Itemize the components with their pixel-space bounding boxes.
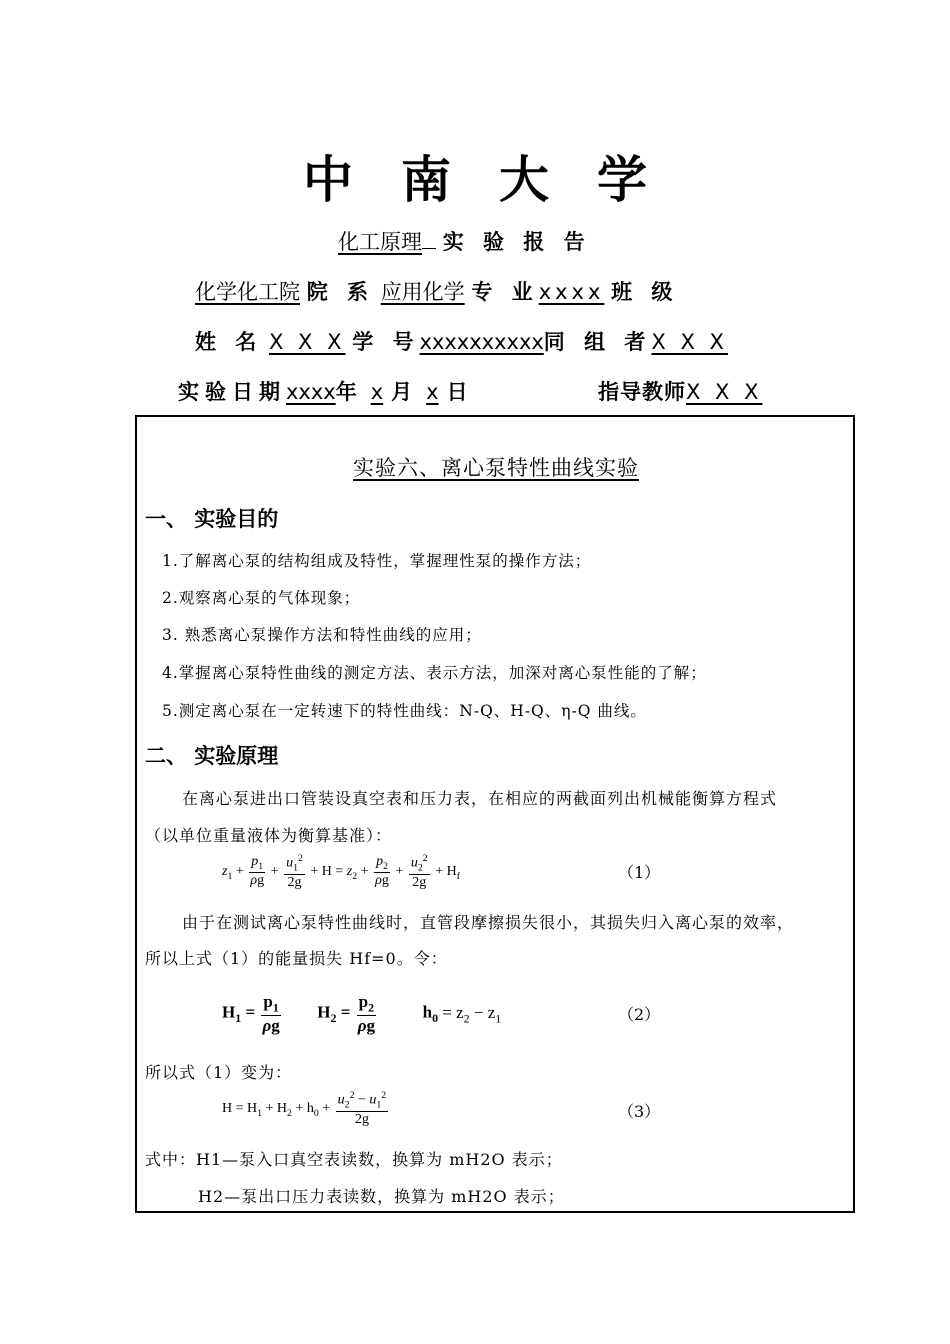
objective-item-3: 3. 熟悉离心泵操作方法和特性曲线的应用； [162,626,482,644]
where-line-2: H2—泵出口压力表读数，换算为 mH2O 表示； [198,1187,565,1206]
report-label: 实 验 报 告 [442,230,591,254]
objective-item-1: 1.了解离心泵的结构组成及特性，掌握理性泵的操作方法； [162,552,592,570]
section1-heading: 一、 实验目的 [145,507,279,531]
class-value: xxxx [538,280,605,304]
student-id-value: xxxxxxxxxx [419,330,544,354]
objective-item-5: 5.测定离心泵在一定转速下的特性曲线：N-Q、H-Q、η-Q 曲线。 [162,702,647,720]
course-line [338,226,591,256]
group-value: X X X [651,330,728,354]
student-line [195,326,728,356]
objective-item-2: 2.观察离心泵的气体现象； [162,589,361,607]
teacher-value: X X X [686,380,763,404]
principle-para1-line1: 在离心泵进出口管装设真空表和压力表，在相应的两截面列出机械能衡算方程式 [182,789,778,808]
teacher-line [598,376,763,406]
equation-3-number: （3） [618,1102,661,1121]
name-value: X X X [269,330,346,354]
group-label: 同 组 者 [543,330,652,354]
student-id-label: 学 号 [352,330,420,354]
major-label: 专 业 [471,280,539,304]
equation-1: $z_1$ + $\frac{p_1}{\rho g}$ + $\frac{u_1^2}{2g}$ + $H = z_2$ + $\frac{p_2}{\rho g}$ + $\frac{u_2^2}{2g}$ + $H_f$ [222,853,460,890]
where-line-1: 式中：H1—泵入口真空表读数，换算为 mH2O 表示； [145,1150,563,1169]
university-title: 中南大学 [303,151,695,209]
year-label: 年 [335,380,363,404]
equation-2: $H_1$ = $\frac{p_1}{\rho g}$ $H_2$ = $\frac{p_2}{\rho g}$ $h_0 = z_2 - z_1$ [222,992,502,1036]
course-name: 化工原理 [338,230,422,254]
date-line [178,376,474,406]
equation-1-number: （1） [618,863,661,882]
report-title: 实验六、离心泵特性曲线实验 [353,456,639,480]
objective-item-4: 4.掌握离心泵特性曲线的测定方法、表示方法，加深对离心泵性能的了解； [162,664,707,682]
name-label: 姓 名 [195,330,263,354]
year-value: xxxx [286,380,336,404]
equation-3: $H = H_1 + H_2 + h_0$ + $\frac{u_2^2 - u_1^2}{2g}$ [222,1090,387,1127]
class-label: 班 级 [611,280,679,304]
month-value: x [370,380,384,404]
date-label: 实验日期 [178,380,286,404]
day-label: 日 [446,380,474,404]
month-label: 月 [391,380,419,404]
principle-para1-line2: （以单位重量液体为衡算基准）： [145,826,393,845]
major-value: 应用化学 [380,280,465,304]
college-value: 化学化工院 [195,280,300,304]
section2-heading: 二、 实验原理 [145,744,279,768]
college-line [195,276,678,306]
principle-para2-line2: 所以上式（1）的能量损失 Hf=0。令： [145,949,448,968]
principle-para3: 所以式（1）变为： [145,1063,293,1082]
report-title-wrap [0,452,950,482]
equation-2-number: （2） [618,1005,661,1024]
principle-para2-line1: 由于在测试离心泵特性曲线时，直管段摩擦损失很小，其损失归入离心泵的效率， [182,913,795,932]
day-value: x [426,380,439,404]
college-label: 院 系 [306,280,374,304]
teacher-label: 指导教师 [598,380,686,404]
